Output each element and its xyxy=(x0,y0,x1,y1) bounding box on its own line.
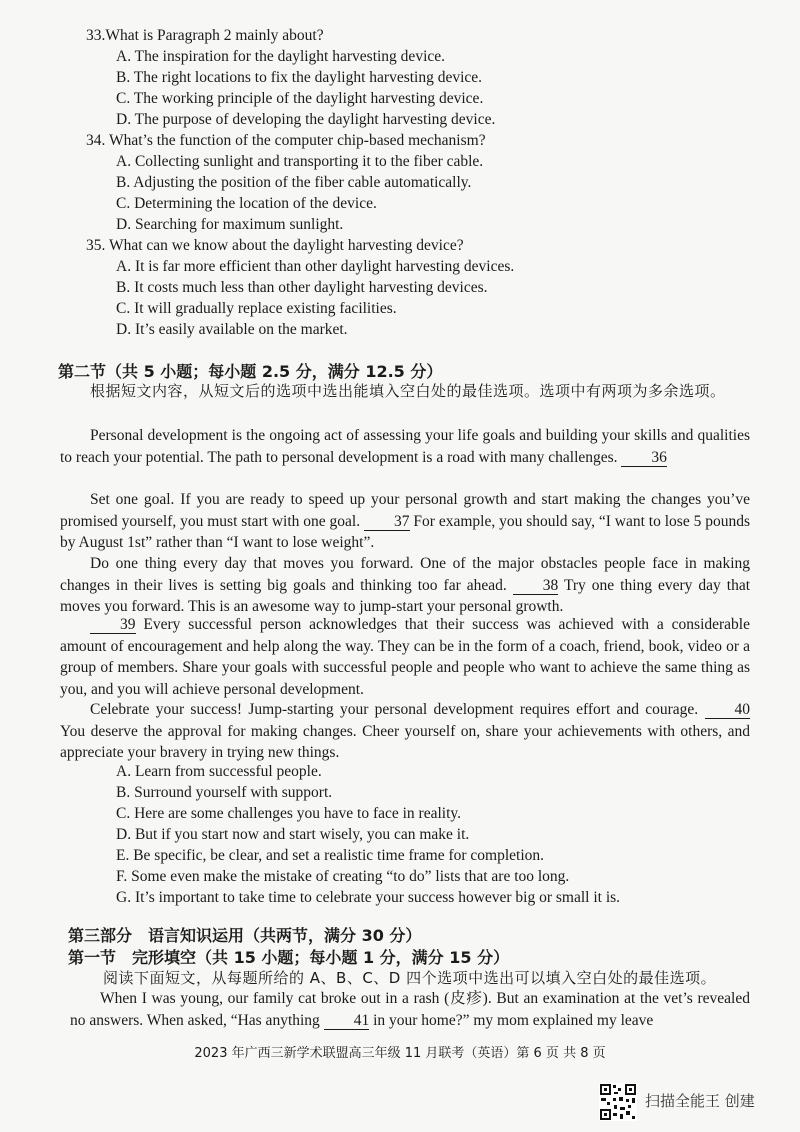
passage-paragraph-2 xyxy=(60,489,750,554)
question-35-option-d: D. It’s easily available on the market. xyxy=(116,321,348,338)
question-33-stem: 33.What is Paragraph 2 mainly about? xyxy=(86,27,324,44)
section-2-option-e: E. Be specific, be clear, and set a realistic time frame for completion. xyxy=(116,847,545,864)
blank-39: 39 xyxy=(90,616,136,634)
question-34-stem: 34. What’s the function of the computer chip-based mechanism? xyxy=(86,132,486,149)
question-34-option-c: C. Determining the location of the device. xyxy=(116,195,377,212)
blank-40: 40 xyxy=(705,701,751,719)
question-34-option-d: D. Searching for maximum sunlight. xyxy=(116,216,344,233)
question-34-option-a: A. Collecting sunlight and transporting it to the fiber cable. xyxy=(116,153,484,170)
paragraph-3-text-a: Do one thing every day that moves you forward. One of the major obstacles people face in making changes in their lives is setting big goals and thinking too far ahead. xyxy=(60,555,750,594)
question-33-option-c: C. The working principle of the daylight harvesting device. xyxy=(116,90,484,107)
section-2-instruction: 根据短文内容，从短文后的选项中选出能填入空白处的最佳选项。选项中有两项为多余选项。 xyxy=(90,382,726,400)
section-2-option-f: F. Some even make the mistake of creating “to do” lists that are too long. xyxy=(116,868,570,885)
cloze-text-b: in your home?” my mom explained my leave xyxy=(373,1011,654,1029)
passage-paragraph-3 xyxy=(60,553,750,618)
qr-code-icon xyxy=(599,1083,637,1121)
passage-paragraph-5 xyxy=(60,699,750,764)
cloze-text-a: When I was young, our family cat broke out in a rash (皮疹). But an examination at the vet’s revealed no answers. When asked, “Has anything xyxy=(70,990,750,1029)
passage-paragraph-4 xyxy=(60,614,750,700)
question-34-option-b: B. Adjusting the position of the fiber cable automatically. xyxy=(116,174,472,191)
paragraph-5-text-b: You deserve the approval for making changes. Cheer yourself on, share your achievements with others, and appreciate your bravery in trying new things. xyxy=(60,722,750,761)
blank-41: 41 xyxy=(324,1012,370,1030)
section-2-option-a: A. Learn from successful people. xyxy=(116,763,322,780)
part-3-heading: 第三部分 语言知识运用（共两节，满分 30 分） xyxy=(68,926,422,945)
scanner-watermark: 扫描全能王 创建 xyxy=(645,1092,755,1110)
page-footer: 2023 年广西三新学术联盟高三年级 11 月联考（英语）第 6 页 共 8 页 xyxy=(194,1046,606,1061)
question-33-option-a: A. The inspiration for the daylight harvesting device. xyxy=(116,48,446,65)
paragraph-1-text: Personal development is the ongoing act of assessing your life goals and building your skills and qualities to reach your potential. The path to personal development is a road with many challenges. xyxy=(60,427,750,466)
paragraph-2-text-a: Set one goal. If you are ready to speed up your personal growth and start making the changes you’ve promised yourself, you must start with one goal. xyxy=(60,491,750,530)
section-2-heading: 第二节（共 5 小题；每小题 2.5 分，满分 12.5 分） xyxy=(58,362,443,381)
blank-37: 37 xyxy=(364,513,410,531)
paragraph-3-text-b: Try one thing every day that moves you forward. This is an awesome way to jump-start your personal growth. xyxy=(60,576,751,615)
question-33-option-d: D. The purpose of developing the daylight harvesting device. xyxy=(116,111,496,128)
paragraph-5-text-a: Celebrate your success! Jump-starting your personal development requires effort and courage. xyxy=(90,701,699,718)
passage-paragraph-1 xyxy=(60,425,750,468)
part-3-instruction: 阅读下面短文，从每题所给的 A、B、C、D 四个选项中选出可以填入空白处的最佳选项。 xyxy=(103,969,717,987)
part-3-sub-heading: 第一节 完形填空（共 15 小题；每小题 1 分，满分 15 分） xyxy=(68,948,510,967)
question-35-option-c: C. It will gradually replace existing facilities. xyxy=(116,300,397,317)
question-35-option-b: B. It costs much less than other daylight harvesting devices. xyxy=(116,279,488,296)
blank-38: 38 xyxy=(513,577,559,595)
blank-36: 36 xyxy=(621,449,667,467)
cloze-paragraph-1 xyxy=(70,988,750,1031)
section-2-option-b: B. Surround yourself with support. xyxy=(116,784,333,801)
section-2-option-d: D. But if you start now and start wisely, you can make it. xyxy=(116,826,470,843)
question-33-option-b: B. The right locations to fix the daylight harvesting device. xyxy=(116,69,483,86)
section-2-option-g: G. It’s important to take time to celebrate your success however big or small it is. xyxy=(116,889,621,906)
question-35-stem: 35. What can we know about the daylight harvesting device? xyxy=(86,237,464,254)
question-35-option-a: A. It is far more efficient than other daylight harvesting devices. xyxy=(116,258,515,275)
paragraph-2-text-b: For example, you should say, “I want to lose 5 pounds by August 1st” rather than “I want to lose weight”. xyxy=(60,512,751,551)
paragraph-4-text: Every successful person acknowledges that their success was achieved with a considerable amount of encouragement and help along the way. They can be in the form of a coach, friend, book, video or a group of members. Share your goals with successful people and people who want to achieve the same thing as you, and you will achieve personal development. xyxy=(60,616,750,698)
section-2-option-c: C. Here are some challenges you have to face in reality. xyxy=(116,805,462,822)
